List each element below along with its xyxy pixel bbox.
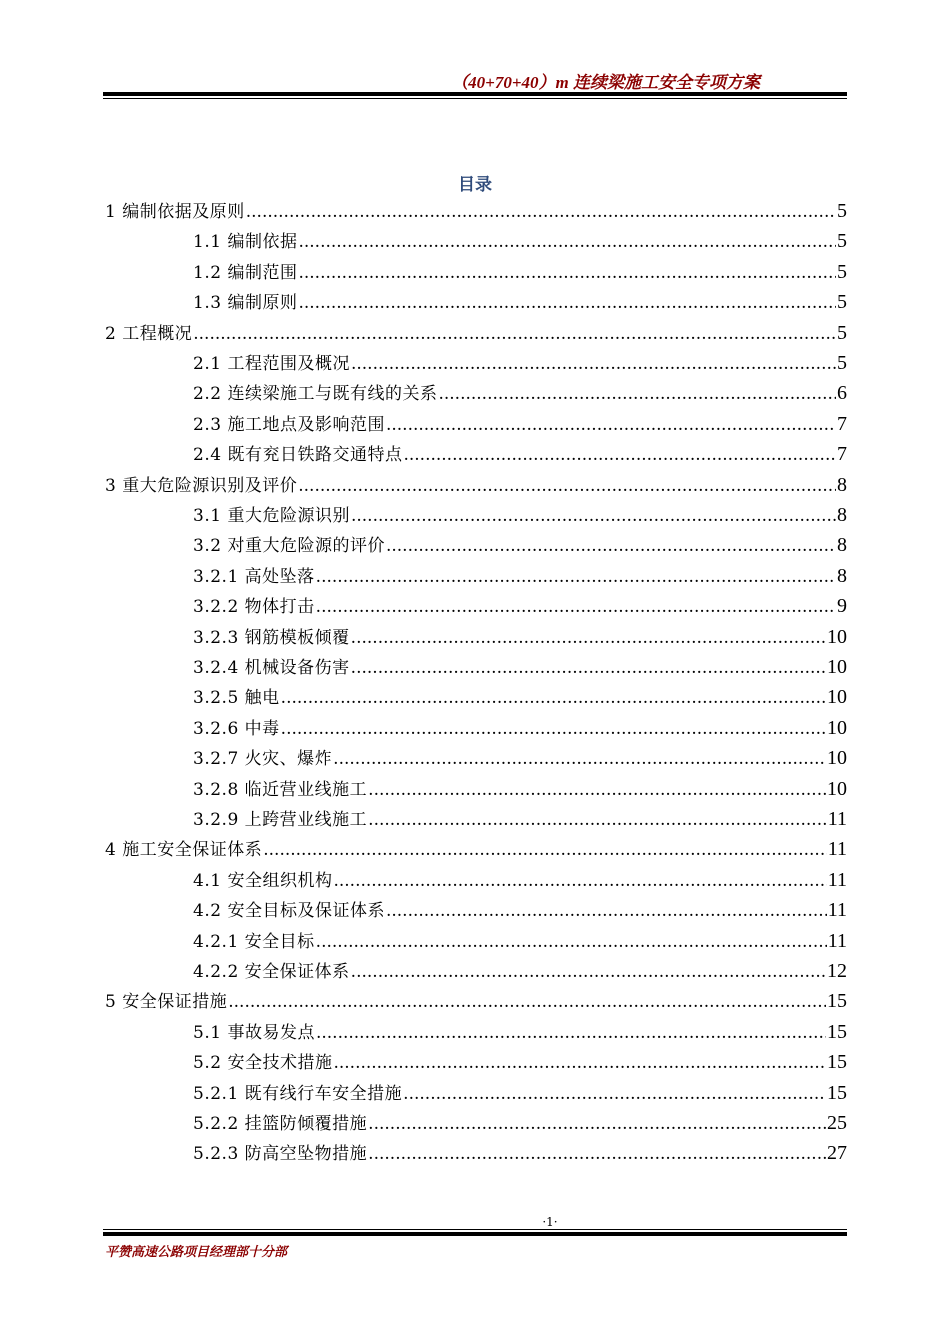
toc-dot-leader (246, 197, 836, 227)
toc-dot-leader (263, 835, 827, 865)
toc-entry-label: 2.2 连续梁施工与既有线的关系 (193, 384, 438, 405)
toc-dot-leader (333, 866, 826, 896)
toc-entry-label: 3.2.8 临近营业线施工 (193, 779, 368, 800)
toc-entry[interactable] (193, 226, 847, 256)
toc-entry-page: 5 (837, 260, 847, 283)
toc-entry[interactable] (193, 774, 847, 804)
toc-entry-page: 11 (827, 868, 847, 891)
page-number: ·1· (542, 1215, 558, 1229)
toc-dot-leader (351, 349, 836, 379)
toc-entry[interactable] (193, 652, 847, 682)
header-rule (103, 92, 847, 99)
toc-entry[interactable] (193, 804, 847, 834)
toc-entry-label: 3 重大危险源识别及评价 (105, 475, 298, 496)
toc-entry[interactable] (105, 318, 847, 348)
footer-organization: 平赞高速公路项目经理部十分部 (105, 1244, 288, 1259)
toc-entry-label: 2.4 既有兖日铁路交通特点 (193, 445, 403, 466)
toc-dot-leader (298, 288, 836, 318)
toc-entry[interactable] (193, 926, 847, 956)
header-title: （40+70+40）m 连续梁施工安全专项方案 (451, 73, 760, 92)
toc-entry-page: 11 (827, 838, 847, 861)
toc-entry-page: 10 (827, 777, 847, 800)
toc-entry-label: 1.1 编制依据 (193, 232, 298, 253)
toc-entry[interactable] (193, 865, 847, 895)
toc-entry[interactable] (105, 834, 847, 864)
toc-dot-leader (333, 1048, 826, 1078)
toc-entry[interactable] (193, 682, 847, 712)
toc-entry[interactable] (193, 622, 847, 652)
toc-entry-page: 6 (837, 382, 847, 405)
toc-entry-label: 3.2.3 钢筋模板倾覆 (193, 627, 350, 648)
toc-dot-leader (368, 775, 826, 805)
toc-entry-label: 5 安全保证措施 (105, 992, 228, 1013)
toc-dot-leader (351, 957, 826, 987)
toc-entry-label: 2.3 施工地点及影响范围 (193, 414, 385, 435)
toc-entry-label: 3.2.6 中毒 (193, 718, 280, 739)
toc-entry[interactable] (193, 1138, 847, 1168)
toc-entry[interactable] (193, 1017, 847, 1047)
toc-entry-page: 10 (827, 747, 847, 770)
toc-entry[interactable] (193, 287, 847, 317)
toc-entry-page: 8 (837, 564, 847, 587)
toc-entry[interactable] (193, 713, 847, 743)
toc-entry-label: 3.2 对重大危险源的评价 (193, 536, 385, 557)
toc-entry-label: 3.2.5 触电 (193, 688, 280, 709)
toc-entry-label: 1.3 编制原则 (193, 293, 298, 314)
toc-entry-label: 4.1 安全组织机构 (193, 870, 333, 891)
toc-entry[interactable] (193, 378, 847, 408)
toc-entry-label: 2.1 工程范围及概况 (193, 354, 350, 374)
toc-dot-leader (298, 258, 836, 288)
toc-dot-leader (368, 1139, 826, 1169)
toc-entry-page: 5 (837, 321, 847, 344)
toc-dot-leader (298, 227, 836, 257)
toc-dot-leader (316, 592, 836, 622)
toc-dot-leader (351, 653, 826, 683)
toc-entry[interactable] (193, 439, 847, 469)
toc-entry-page: 9 (837, 595, 847, 618)
toc-entry-page: 15 (827, 1020, 847, 1043)
toc-dot-leader (351, 623, 826, 653)
toc-entry[interactable] (193, 591, 847, 621)
toc-dot-leader (403, 1079, 826, 1109)
toc-entry-label: 5.2.2 挂篮防倾覆措施 (193, 1114, 368, 1134)
toc-dot-leader (386, 531, 836, 561)
toc-entry-page: 15 (827, 990, 847, 1013)
toc-entry-page: 27 (827, 1142, 847, 1165)
toc-entry-page: 5 (837, 230, 847, 253)
toc-entry-page: 11 (827, 929, 847, 952)
toc-dot-leader (386, 896, 827, 926)
toc-dot-leader (368, 805, 827, 835)
toc-entry[interactable] (105, 470, 847, 500)
toc-title: 目录 (458, 175, 492, 195)
toc-entry[interactable] (193, 257, 847, 287)
toc-entry[interactable] (105, 196, 847, 226)
toc-entry-page: 25 (827, 1112, 847, 1134)
toc-dot-leader (386, 410, 836, 440)
toc-dot-leader (403, 440, 836, 470)
toc-entry-page: 7 (837, 443, 847, 466)
toc-dot-leader (368, 1109, 826, 1139)
toc-entry[interactable] (193, 530, 847, 560)
toc-entry-label: 3.2.2 物体打击 (193, 597, 315, 618)
toc-dot-leader (298, 471, 836, 501)
toc-entry-page: 12 (827, 960, 847, 982)
toc-dot-leader (316, 927, 827, 957)
toc-dot-leader (351, 501, 836, 531)
toc-entry[interactable] (105, 986, 847, 1016)
toc-entry-label: 4 施工安全保证体系 (105, 840, 263, 861)
toc-entry[interactable] (193, 348, 847, 378)
toc-entry-page: 7 (837, 412, 847, 435)
toc-entry[interactable] (193, 500, 847, 530)
toc-entry[interactable] (193, 956, 847, 986)
toc-entry-page: 8 (837, 504, 847, 526)
toc-entry-page: 10 (827, 686, 847, 709)
toc-entry[interactable] (193, 743, 847, 773)
toc-entry-page: 15 (827, 1081, 847, 1104)
toc-entry-page: 10 (827, 625, 847, 648)
toc-entry-label: 3.2.4 机械设备伤害 (193, 658, 350, 678)
toc-dot-leader (193, 319, 836, 349)
toc-dot-leader (438, 379, 836, 409)
toc-entry-label: 4.2 安全目标及保证体系 (193, 901, 385, 922)
toc-entry-page: 10 (827, 656, 847, 678)
toc-entry-page: 8 (837, 534, 847, 557)
toc-entry-label: 5.2.3 防高空坠物措施 (193, 1144, 368, 1165)
toc-entry-label: 3.2.9 上跨营业线施工 (193, 810, 368, 830)
toc-entry-label: 1 编制依据及原则 (105, 202, 245, 222)
toc-entry-label: 5.2.1 既有线行车安全措施 (193, 1083, 403, 1104)
toc-entry[interactable] (193, 1078, 847, 1108)
toc-entry-page: 5 (837, 291, 847, 314)
toc-entry-label: 3.1 重大危险源识别 (193, 506, 350, 526)
toc-entry[interactable] (193, 1108, 847, 1138)
toc-entry-label: 1.2 编制范围 (193, 262, 298, 283)
toc-entry-label: 2 工程概况 (105, 323, 193, 344)
toc-entry-label: 4.2.2 安全保证体系 (193, 962, 350, 982)
toc-entry-page: 10 (827, 716, 847, 739)
toc-entry[interactable] (193, 895, 847, 925)
toc-entry-page: 5 (837, 200, 847, 222)
toc-entry-label: 5.2 安全技术措施 (193, 1053, 333, 1074)
toc-dot-leader (333, 744, 826, 774)
toc-entry-page: 8 (837, 473, 847, 496)
toc-dot-leader (316, 562, 836, 592)
toc-entry-label: 4.2.1 安全目标 (193, 931, 315, 952)
toc-entry[interactable] (193, 561, 847, 591)
toc-entry-page: 15 (827, 1051, 847, 1074)
toc-dot-leader (281, 714, 826, 744)
toc-entry-page: 11 (827, 808, 847, 830)
toc-dot-leader (228, 987, 826, 1017)
toc-entry[interactable] (193, 409, 847, 439)
toc-entry-label: 3.2.7 火灾、爆炸 (193, 749, 333, 770)
toc-entry-page: 11 (827, 899, 847, 922)
toc-entry-label: 5.1 事故易发点 (193, 1022, 315, 1043)
toc-dot-leader (316, 1018, 826, 1048)
toc-entry-label: 3.2.1 高处坠落 (193, 566, 315, 587)
toc-entry[interactable] (193, 1047, 847, 1077)
toc-dot-leader (281, 683, 826, 713)
toc-entry-page: 5 (837, 352, 847, 374)
footer-rule (103, 1229, 847, 1236)
